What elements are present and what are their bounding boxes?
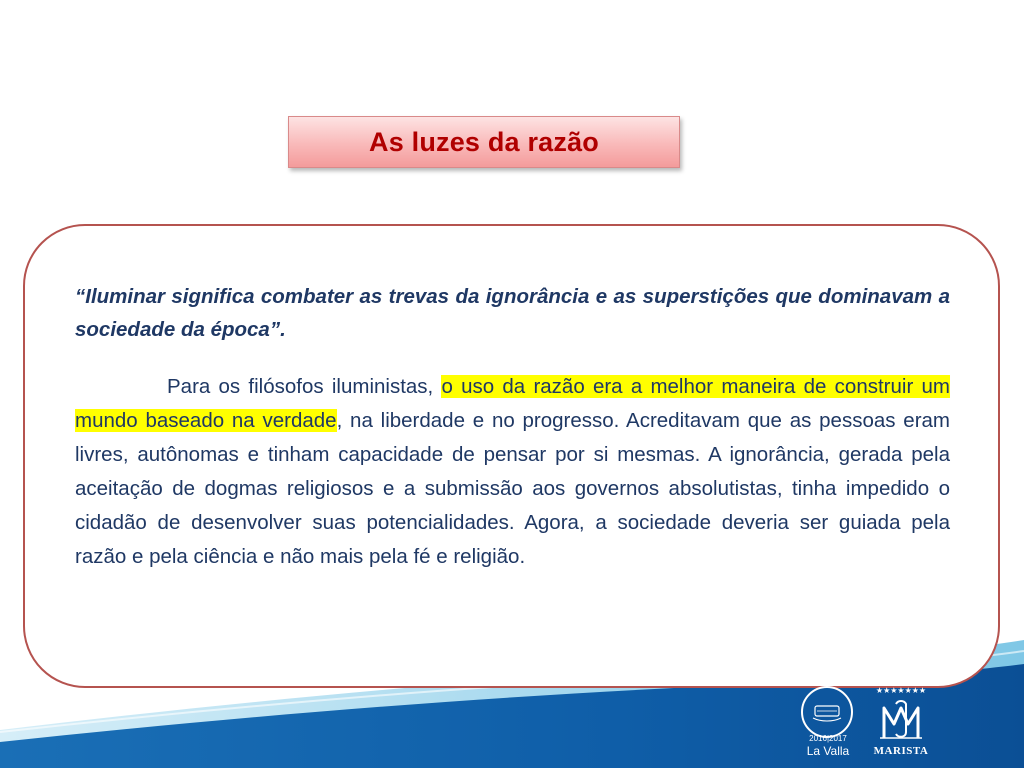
quote-text: “Iluminar significa combater as trevas da ignorância e as superstições que dominavam a sociedade da época”. [75,285,950,341]
lavalla-years: 2016|2017 [809,734,847,743]
marist-monogram-icon [876,698,926,742]
body-lead: Para os filósofos iluministas, [167,375,442,398]
body-rest: , na liberdade e no progresso. Acreditavam que as pessoas eram livres, autônomas e tinham capacidade de pensar por si mesmas. A ignorância, gerada pela aceitação de dogmas religiosos e a submissão aos governos absolutistas, tinha impedido o cidadão de desenvolver suas potencialidades. Agora, a sociedade deveria ser guiada pela razão e pela ciência e não mais pela fé e religião. [75,409,950,568]
stars-icon: ★★★★★★★ [875,686,927,695]
body-paragraph [75,370,950,574]
title-box [288,116,680,168]
lavalla-name: La Valla [806,744,850,758]
lavalla-logo [798,686,858,764]
bicentenary-circle-icon [801,686,853,738]
marista-name: MARISTA [873,745,929,757]
slide-title: As luzes da razão [369,126,599,157]
highlighted-text: o uso da razão era a melhor maneira de construir um mundo baseado na verdade [75,375,950,432]
marista-logo [868,686,934,764]
